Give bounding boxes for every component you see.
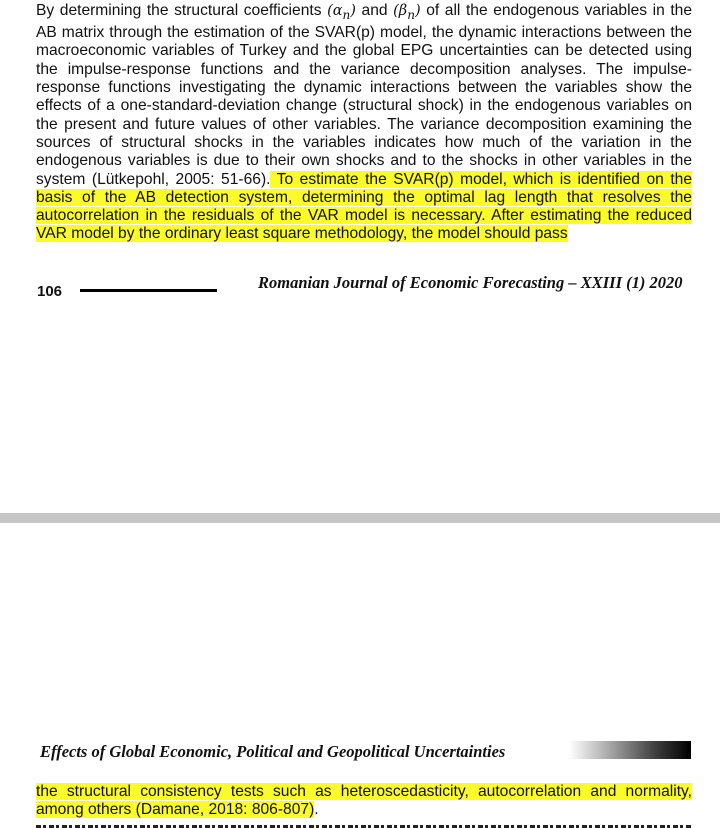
page-number: 106 [37,283,63,300]
paragraph-intro-text: By determining the structural coefficients [36,2,328,19]
alpha-subscript: n [342,7,351,22]
beta-symbol: $(\beta_n)$ [393,3,421,22]
continuation-paragraph [36,783,692,820]
page-separator [0,513,720,523]
footer-rule [80,289,217,292]
highlighted-continuation[interactable]: the structural consistency tests such as heteroscedasticity, autocorrelation and normality, among others (Damane, 2018: 806-807) [36,783,692,819]
continuation-period: . [314,801,319,819]
highlighted-text[interactable]: To estimate the SVAR(p) model, which is identified on the basis of the AB detection system, determining the optimal lag length that resolves the autocorrelation in the residuals of the VAR model is necessary. After estimating the reduced VAR model by the ordinary least square methodology, the model should pass [36,170,692,243]
journal-title: Romanian Journal of Economic Forecasting – XXIII (1) 2020 [258,273,683,292]
running-header: Effects of Global Economic, Political and Geopolitical Uncertainties [40,742,506,761]
beta-subscript: n [407,7,415,22]
cut-off-text-line [36,822,692,828]
and-word: and [355,2,394,19]
header-gradient-bar [569,741,691,759]
paragraph-main-text: of all the endogenous variables in the AB matrix through the estimation of the SVAR(p) model, the dynamic interactions between the macroeconomic variables of Turkey and the global EPG uncertainties can be detected using the impulse-response functions and the variance decomposition analyses. The impulse-response functions investigating the dynamic interactions between the variables show the effects of a one-standard-deviation change (structural shock) in the endogenous variables on the present and future values of other variables. The variance decomposition examining the sources of structural shocks in the variables indicates how much of the variation in the endogenous variables is due to their own shocks and to the shocks in other variables in the system (Lütkepohl, 2005: 51-66). [36,2,692,188]
alpha-symbol: $(\alpha_n)$ [327,3,356,22]
body-paragraph [36,2,692,244]
